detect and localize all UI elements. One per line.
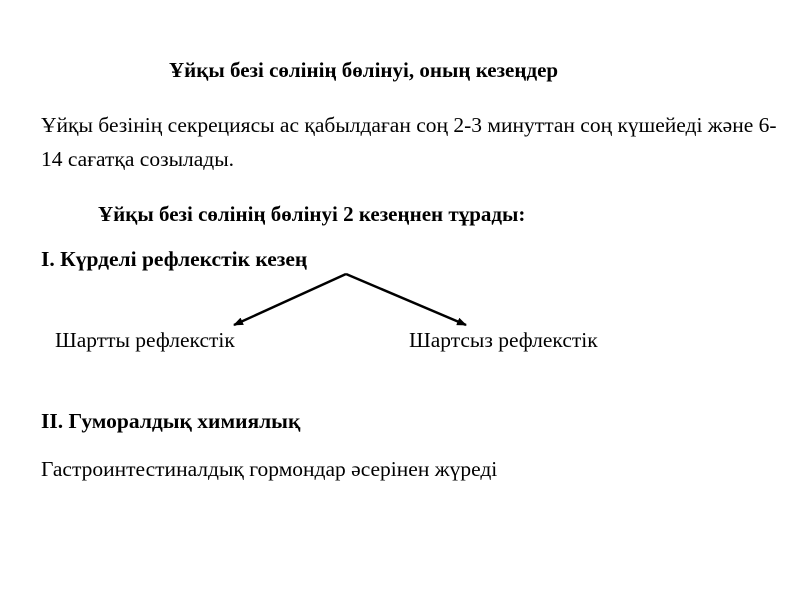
arrow-right-branch xyxy=(346,274,466,325)
stages-subtitle: Ұйқы безі сөлінің бөлінуі 2 кезеңнен тұрады: xyxy=(98,202,526,226)
stage-two-description: Гастроинтестиналдық гормондар әсерінен жүреді xyxy=(41,457,498,481)
slide-title: Ұйқы безі сөлінің бөлінуі, оның кезеңдер xyxy=(169,58,559,82)
stage-two-heading: II. Гуморалдық химиялық xyxy=(41,409,301,433)
arrow-left-branch xyxy=(234,274,346,325)
intro-paragraph: Ұйқы безінің секрециясы ас қабылдаған соң 2-3 минуттан соң күшейеді және 6-14 сағатқа созылады. xyxy=(41,113,777,171)
stage-one-heading: I. Күрделі рефлекстік кезең xyxy=(41,247,308,271)
branch-conditioned-reflex: Шартты рефлекстік xyxy=(55,328,235,352)
branch-unconditioned-reflex: Шартсыз рефлекстік xyxy=(409,328,598,352)
